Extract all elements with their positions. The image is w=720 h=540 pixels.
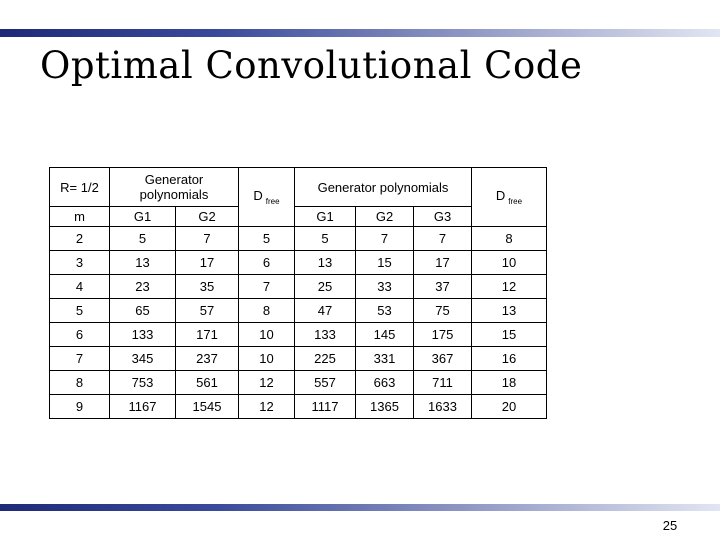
cell-g2: 7	[176, 227, 239, 251]
top-accent-bar	[0, 29, 720, 37]
cell-m: 7	[50, 347, 110, 371]
table-row	[50, 323, 547, 347]
dfree-header-cell-left	[239, 168, 295, 227]
m-header-cell	[50, 207, 110, 227]
slide-title: Optimal Convolutional Code	[40, 44, 583, 87]
g2-header-cell	[176, 207, 239, 227]
cell-g2: 171	[176, 323, 239, 347]
table-row	[50, 371, 547, 395]
cell-rg1: 25	[295, 275, 356, 299]
cell-dfree-left: 10	[239, 323, 295, 347]
cell-rg3: 75	[414, 299, 472, 323]
cell-g1: 133	[110, 323, 176, 347]
g2-header: G2	[198, 209, 216, 224]
table-row	[50, 251, 547, 275]
left-group-header: Generator polynomials	[139, 172, 209, 202]
cell-dfree-right: 8	[472, 227, 547, 251]
cell-dfree-right: 13	[472, 299, 547, 323]
cell-dfree-right: 15	[472, 323, 547, 347]
cell-dfree-left: 8	[239, 299, 295, 323]
cell-rg3: 1633	[414, 395, 472, 419]
right-group-header: Generator polynomials	[317, 179, 449, 195]
cell-rg1: 225	[295, 347, 356, 371]
cell-g1: 345	[110, 347, 176, 371]
cell-rg1: 13	[295, 251, 356, 275]
cell-rg1: 1117	[295, 395, 356, 419]
cell-rg1: 133	[295, 323, 356, 347]
cell-rg3: 17	[414, 251, 472, 275]
cell-g1: 5	[110, 227, 176, 251]
rate-header-cell	[50, 168, 110, 207]
table-row	[50, 347, 547, 371]
cell-rg2: 663	[356, 371, 414, 395]
cell-m: 8	[50, 371, 110, 395]
rg3-header: G3	[433, 209, 452, 224]
cell-g1: 23	[110, 275, 176, 299]
cell-g1: 65	[110, 299, 176, 323]
g1-header-cell	[110, 207, 176, 227]
cell-g1: 13	[110, 251, 176, 275]
cell-dfree-right: 20	[472, 395, 547, 419]
cell-m: 5	[50, 299, 110, 323]
cell-rg2: 331	[356, 347, 414, 371]
cell-rg2: 145	[356, 323, 414, 347]
table-row	[50, 299, 547, 323]
dfree-sub-right: free	[508, 197, 523, 206]
dfree-label-right: D	[495, 188, 506, 203]
cell-dfree-left: 5	[239, 227, 295, 251]
cell-g2: 1545	[176, 395, 239, 419]
cell-dfree-left: 12	[239, 395, 295, 419]
cell-rg2: 33	[356, 275, 414, 299]
cell-dfree-right: 18	[472, 371, 547, 395]
m-header: m	[74, 209, 85, 224]
rg1-header-cell	[295, 207, 356, 227]
cell-dfree-left: 6	[239, 251, 295, 275]
cell-rg2: 1365	[356, 395, 414, 419]
cell-dfree-right: 16	[472, 347, 547, 371]
convolutional-code-table	[49, 167, 547, 419]
dfree-header-cell-right	[472, 168, 547, 227]
cell-rg3: 367	[414, 347, 472, 371]
cell-rg2: 53	[356, 299, 414, 323]
bottom-accent-bar	[0, 504, 720, 511]
cell-m: 6	[50, 323, 110, 347]
cell-m: 3	[50, 251, 110, 275]
table-body	[50, 227, 547, 419]
table-row	[50, 227, 547, 251]
cell-rg1: 5	[295, 227, 356, 251]
rate-label: R= 1/2	[60, 179, 99, 195]
cell-g2: 17	[176, 251, 239, 275]
cell-g2: 35	[176, 275, 239, 299]
page-number: 25	[662, 518, 678, 533]
cell-m: 2	[50, 227, 110, 251]
cell-rg2: 15	[356, 251, 414, 275]
cell-rg1: 47	[295, 299, 356, 323]
cell-dfree-left: 12	[239, 371, 295, 395]
cell-dfree-right: 12	[472, 275, 547, 299]
cell-rg3: 37	[414, 275, 472, 299]
right-group-header-cell	[295, 168, 472, 207]
cell-rg1: 557	[295, 371, 356, 395]
rg3-header-cell	[414, 207, 472, 227]
rg2-header-cell	[356, 207, 414, 227]
cell-g2: 237	[176, 347, 239, 371]
table-row	[50, 395, 547, 419]
cell-rg3: 711	[414, 371, 472, 395]
left-group-header-cell	[110, 168, 239, 207]
dfree-sub-left: free	[265, 197, 280, 206]
cell-dfree-left: 10	[239, 347, 295, 371]
cell-g1: 753	[110, 371, 176, 395]
rg1-header: G1	[316, 209, 334, 224]
cell-g2: 561	[176, 371, 239, 395]
cell-m: 9	[50, 395, 110, 419]
cell-rg3: 7	[414, 227, 472, 251]
g1-header: G1	[133, 209, 152, 224]
cell-rg2: 7	[356, 227, 414, 251]
dfree-label-left: D	[253, 188, 263, 203]
cell-g1: 1167	[110, 395, 176, 419]
cell-g2: 57	[176, 299, 239, 323]
rg2-header: G2	[375, 209, 394, 224]
cell-rg3: 175	[414, 323, 472, 347]
cell-dfree-right: 10	[472, 251, 547, 275]
cell-dfree-left: 7	[239, 275, 295, 299]
table-row	[50, 275, 547, 299]
cell-m: 4	[50, 275, 110, 299]
